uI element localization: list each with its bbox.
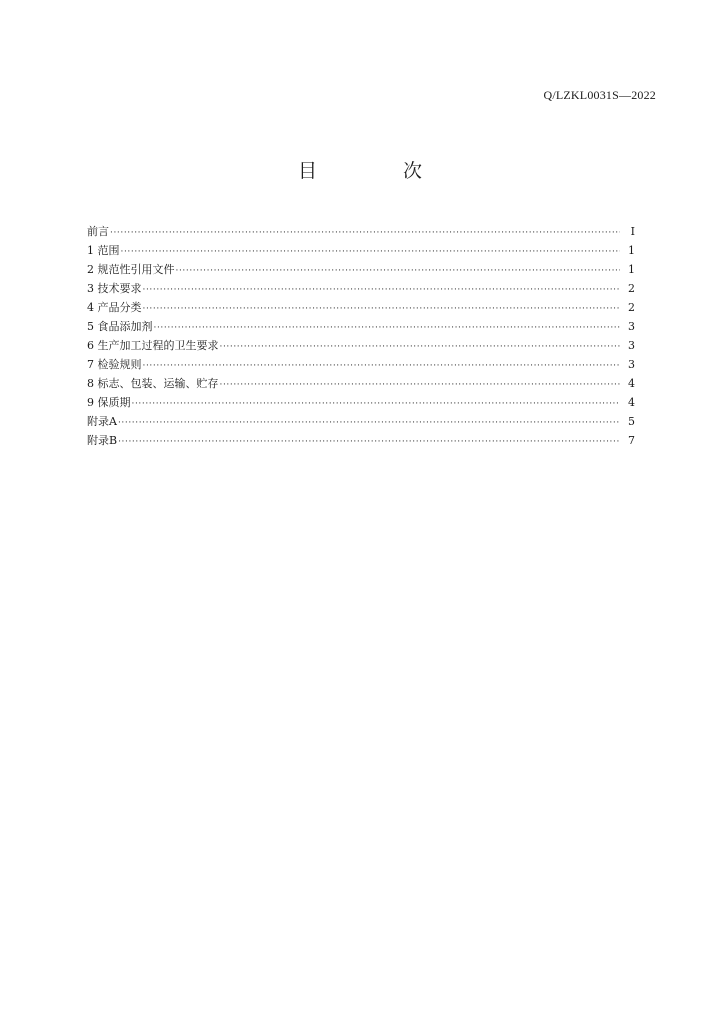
toc-entry-label: 1 范围 [87,244,120,257]
dot-leader [220,376,621,395]
dot-leader [132,395,621,414]
toc-entry-technical-requirements[interactable] [87,279,635,298]
toc-entry-page: 3 [628,339,635,352]
toc-entry-page: I [630,225,635,238]
toc-entry-page: 2 [628,301,635,314]
toc-entry-label: 8 标志、包装、运输、贮存 [87,377,219,390]
toc-entry-appendix-b[interactable] [87,431,635,450]
toc-entry-page: 3 [628,320,635,333]
toc-title: 目 次 [297,160,463,182]
toc-entry-preface[interactable] [87,222,635,241]
toc-entry-label: 前言 [87,225,109,238]
toc-entry-label: 附录A [87,415,117,428]
toc-entry-label: 7 检验规则 [87,358,142,371]
document-code: Q/LZKL0031S—2022 [543,88,656,102]
toc-entry-page: 4 [628,377,635,390]
dot-leader [143,300,621,319]
table-of-contents [87,222,635,450]
dot-leader [110,224,620,243]
toc-entry-label: 5 食品添加剂 [87,320,153,333]
dot-leader [143,281,621,300]
toc-entry-food-additives[interactable] [87,317,635,336]
toc-entry-page: 1 [628,263,635,276]
toc-entry-label: 4 产品分类 [87,301,142,314]
toc-entry-hygiene-requirements[interactable] [87,336,635,355]
toc-entry-page: 7 [628,434,635,447]
dot-leader [121,243,621,262]
toc-entry-page: 5 [628,415,635,428]
toc-entry-page: 2 [628,282,635,295]
dot-leader [220,338,621,357]
toc-entry-label: 附录B [87,434,118,447]
toc-entry-label: 3 技术要求 [87,282,142,295]
toc-entry-appendix-a[interactable] [87,412,635,431]
toc-entry-scope[interactable] [87,241,635,260]
dot-leader [176,262,621,281]
toc-entry-label: 6 生产加工过程的卫生要求 [87,339,219,352]
toc-entry-page: 3 [628,358,635,371]
dot-leader [118,433,620,452]
toc-entry-normative-references[interactable] [87,260,635,279]
toc-entry-page: 4 [628,396,635,409]
toc-entry-page: 1 [628,244,635,257]
toc-entry-label: 9 保质期 [87,396,131,409]
toc-entry-label: 2 规范性引用文件 [87,263,175,276]
toc-entry-shelf-life[interactable] [87,393,635,412]
toc-entry-product-classification[interactable] [87,298,635,317]
toc-entry-inspection-rules[interactable] [87,355,635,374]
dot-leader [154,319,621,338]
toc-entry-marking-packaging[interactable] [87,374,635,393]
dot-leader [118,414,620,433]
